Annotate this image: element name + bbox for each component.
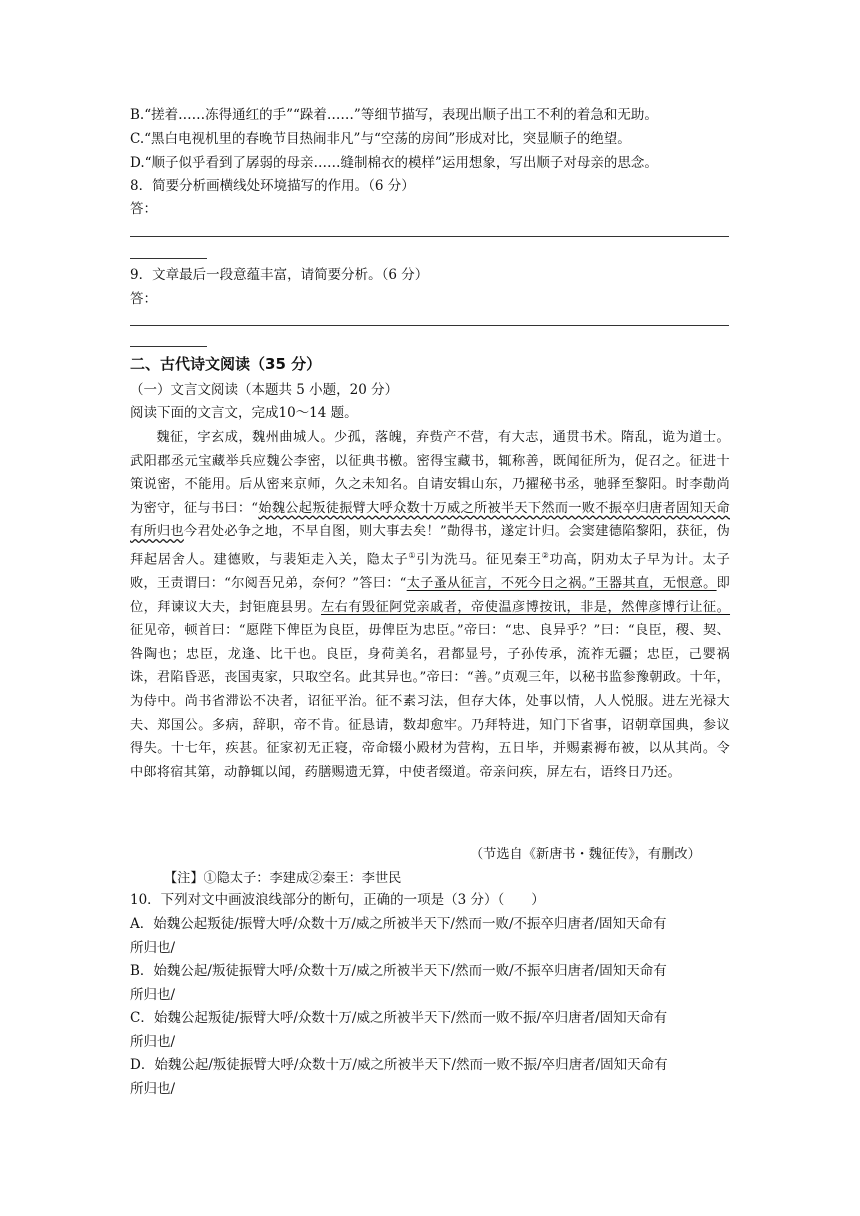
q8-answer-line-end[interactable]: [130, 258, 207, 259]
q7-option-d: D.“顺子似乎看到了孱弱的母亲……缝制棉衣的模样”运用想象，写出顺子对母亲的思念。: [130, 155, 658, 171]
q10-option-b[interactable]: B．始魏公起/叛徒振臂大呼/众数十万/威之所被半天下/然而一败/不振卒归唐者/固知天命有: [130, 963, 667, 979]
q9-answer-line-end[interactable]: [130, 346, 207, 347]
q8-answer-line[interactable]: [130, 236, 729, 237]
classical-passage: [130, 426, 730, 784]
footnote-marker-1: ①: [408, 550, 417, 560]
q10-option-d[interactable]: D．始魏公起/叛徒振臂大呼/众数十万/威之所被半天下/然而一败不振/卒归唐者/固知天命有: [130, 1057, 668, 1073]
section-title: 二、古代诗文阅读（35 分）: [130, 355, 322, 373]
q10-question: 10．下列对文中画波浪线部分的断句，正确的一项是（3 分）（ ）: [130, 892, 545, 908]
source-citation: （节选自《新唐书・魏征传》，有删改）: [470, 847, 701, 862]
q10-option-d-cont: 所归也/: [130, 1081, 176, 1097]
q9-answer-label: 答：: [130, 291, 157, 307]
passage-paragraph: 魏征，字玄成，魏州曲城人。少孤，落魄，弃赀产不营，有大志，通贯书术。隋乱，诡为道士。武阳郡丞元宝藏举兵应魏公李密，以征典书檄。密得宝藏书，辄称善，既闻征所为，促召之。征进十策说密，不能用。后从密来京师，久之未知名。自请安辑山东，乃擢秘书丞，驰驿至黎阳。时李勣尚为密守，征与书曰：“始魏公起叛徒振臂大呼众数十万威之所被半天下然而一败不振卒归唐者固知天命有所归也今君处必争之地，不早自图，则大事去矣！”勣得书，遂定计归。会窦建德陷黎阳，获征，伪拜起居舍人。建德败，与裴矩走入关，隐太子①引为洗马。征见秦王②功高，阴劝太子早为计。太子败，王责谓曰：“尔阅吾兄弟，奈何？”答曰：“太子蚤从征言，不死今日之祸。”王器其直，无恨意。即位，拜谏议大夫，封钜鹿县男。左右有毁征阿党亲戚者，帝使温彦博按讯，非是，然俾彦博行让征。征见帝，顿首曰：“愿陛下俾臣为良臣，毋俾臣为忠臣。”帝曰：“忠、良异乎？”曰：“良臣，稷、契、咎陶也；忠臣，龙逢、比干也。良臣，身荷美名，君都显号，子孙传承，流祚无疆；忠臣，己婴祸诛，君陷昏恶，丧国夷家，只取空名。此其异也。”帝曰：“善。”贞观三年，以秘书监参豫朝政。十年，为侍中。尚书省滞讼不决者，诏征平治。征不素习法，但存大体，处事以情，人人悦服。进左光禄大夫、郑国公。多病，辞职，帝不肯。征恳请，数却愈牢。乃拜特进，知门下省事，诏朝章国典，参议得失。十七年，疾甚。征家初无正寝，帝命辍小殿材为营构，五日毕，并赐素褥布被，以从其尚。令中郎将宿其第，动静辄以闻，药膳赐遗无算，中使者缀道。帝亲问疾，屏左右，语终日乃还。: [130, 430, 731, 780]
q10-option-b-cont: 所归也/: [130, 987, 176, 1003]
section-instruction: 阅读下面的文言文，完成10～14 题。: [130, 405, 358, 421]
footnote-marker-2: ②: [541, 550, 550, 560]
q9-question: 9．文章最后一段意蕴丰富，请简要分析。（6 分）: [130, 267, 429, 283]
section-subtitle: （一）文言文阅读（本题共 5 小题，20 分）: [130, 382, 399, 398]
annotation-note: 【注】①隐太子：李建成②秦王：李世民: [164, 871, 402, 886]
q10-option-c[interactable]: C．始魏公起叛徒/振臂大呼/众数十万/威之所被半天下/然而一败不振/卒归唐者/固知天命有: [130, 1010, 668, 1026]
q7-option-b: B.“搓着……冻得通红的手”“跺着……”等细节描写，表现出顺子出工不利的着急和无助。: [130, 107, 658, 123]
wavy-underlined-text: 始魏公起叛徒振臂大呼众数十万威之所被半天下然而一败不振卒归唐者固知天命有所归也: [130, 500, 730, 540]
q9-answer-line[interactable]: [130, 325, 729, 326]
q8-answer-label: 答：: [130, 201, 157, 217]
q10-option-c-cont: 所归也/: [130, 1034, 176, 1050]
underlined-sentence-2: 左右有毁征阿党亲戚者，帝使温彦博按讯，非是，然俾彦博行让征。: [320, 599, 731, 615]
q10-option-a-cont: 所归也/: [130, 940, 176, 956]
underlined-sentence-1: 太子蚤从征言，不死今日之祸。”王器其直，无恨意。: [406, 575, 717, 591]
q7-option-c: C.“黑白电视机里的春晚节目热闹非凡”与“空荡的房间”形成对比，突显顺子的绝望。: [130, 131, 631, 147]
q8-question: 8．简要分析画横线处环境描写的作用。（6 分）: [130, 178, 415, 194]
q10-option-a[interactable]: A．始魏公起叛徒/振臂大呼/众数十万/威之所被半天下/然而一败/不振卒归唐者/固知天命有: [130, 916, 667, 932]
